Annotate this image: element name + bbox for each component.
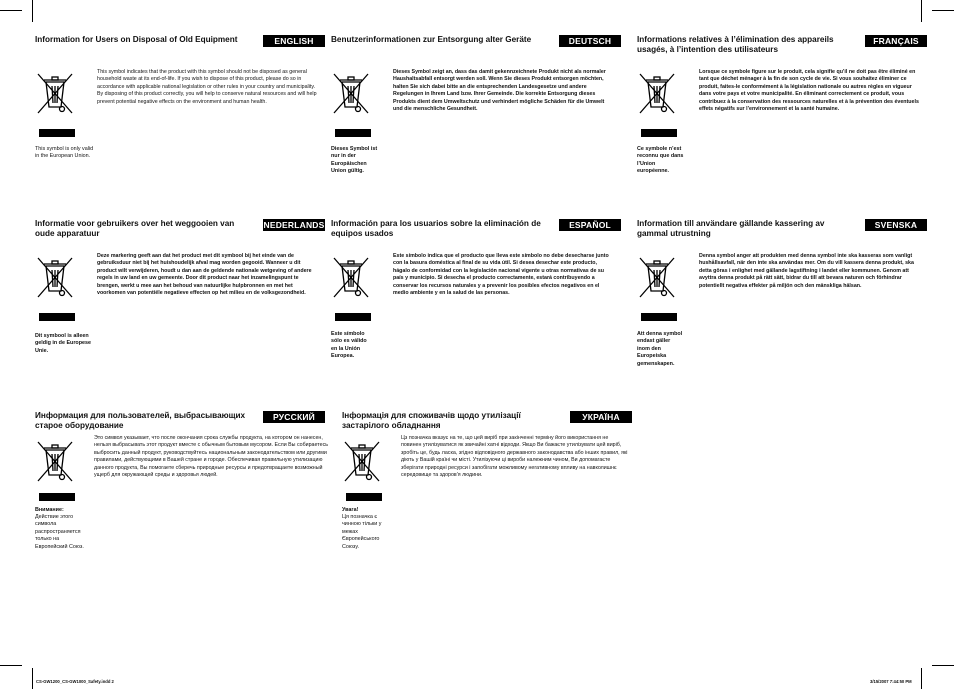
- crossed-bin-icon: [35, 437, 75, 485]
- crop-mark: [32, 0, 33, 22]
- validity-note: Este símbolo sólo es válido en la Unión Europea.: [331, 331, 367, 360]
- symbol-bar: [39, 493, 75, 501]
- footer-timestamp: 3/15/2007 7:44:50 PM: [870, 679, 912, 684]
- language-badge: SVENSKA: [865, 219, 927, 231]
- crossed-bin-icon: [331, 69, 371, 117]
- validity-note: Att denna symbol endast gäller inom den Europeiska gemenskapen.: [637, 331, 683, 367]
- section-body: Denna symbol anger att produkten med denna symbol inte ska kasseras som vanligt hushållsavfall, när den inte ska användas mer. Om du vill kassera denna produkt, ska detta göras i enlighet med gällande lagstiftning i landet eller kommunen. Genom att avyttra denna produkt på rätt sätt, bidrar du till att bevara naturen och förhindrar potentiellt negativa effekter på miljön och den mänskliga hälsan.: [699, 253, 914, 289]
- section-title: Information till användare gällande kassering av gammal utrustning: [637, 219, 825, 238]
- section-body: Deze markering geeft aan dat het product met dit symbool bij het einde van de gebruiksduur niet bij het huishoudelijk afval mag worden gegooid. Wanneer u dit product wilt verwijderen, houdt u dan aan de geldende nationale wetgeving of andere regels in uw land en uw gemeente. Door dit product naar het inzamelingspunt te brengen, werkt u mee aan het behoud van natuurlijke hulpbronnen en met het voorkomen van potentiële negatieve effecten op het milieu en de volksgezondheid.: [97, 253, 312, 297]
- section-body: Este símbolo indica que el producto que lleva este símbolo no debe desecharse junto con la basura doméstica al final de su vida útil. Si desea desechar este producto, hágalo de conformidad con la legislación nacional vigente u otras normativas de su país y municipio. Si desecha el producto correctamente, estará contribuyendo a conservar los recursos naturales y a prevenir los posibles efectos negativos en el medio ambiente y en la salud de las personas.: [393, 253, 609, 297]
- section-title: Інформація для споживачів щодо утилізації застарілого обладнання: [342, 411, 521, 430]
- section-title: Information for Users on Disposal of Old Equipment: [35, 35, 238, 44]
- crop-mark: [0, 10, 22, 11]
- section-body: Dieses Symbol zeigt an, dass das damit gekennzeichnete Produkt nicht als normaler Haushaltsabfall entsorgt werden soll. Wenn Sie dieses Produkt entsorgen möchten, halten Sie sich dabei bitte an die entsprechenden Landesgesetze und andere Regelungen in Ihrem Land bzw. Ihrer Gemeinde. Die korrekte Entsorgung dieses Produkts dient dem Umweltschutz und verhindert mögliche Schäden für die Umwelt und die menschliche Gesundheit.: [393, 69, 606, 113]
- validity-note: Dieses Symbol ist nur in der Europäischen Union gültig.: [331, 146, 378, 175]
- crop-mark: [921, 668, 922, 689]
- symbol-bar: [346, 493, 382, 501]
- symbol-bar: [641, 129, 677, 137]
- section-title: Informatie voor gebruikers over het weggooien van oude apparatuur: [35, 219, 235, 238]
- section-body: Цз позначка вказує на те, що цей виріб при закінченні терміну його використання не повинен утилізуватися як звичайні хатні відходи. Якщо Ви бажаєте утилізувати цей виріб, зробіть це, будь ласка, згідно відповідного державного законодавства або інших правил, які діють у Вашій країні чи місті. Утилізуючи ці вироби належним чином, Ви допомагаєте зберігати природні ресурси і запобігати можливому негативному впливу на навколишнє середовище та здоров'я людини.: [401, 435, 628, 479]
- section-body: Это символ указывает, что после окончания срока службы продукта, на котором он нанесен, нельзя выбрасывать этот продукт вместе с обычным бытовым мусором. Если Вы собираетесь выбросить данный продукт, руководствуйтесь национальным законодательством или другими правилами, действующими в Вашей стране и городе. Обеспечивая правильную утилизацию данного продукта, Вы помогаете сберечь природные ресурсы и предотвращаете возможный ущерб для окружающей среды и здоровья людей.: [94, 435, 328, 479]
- language-badge: ENGLISH: [263, 35, 325, 47]
- crop-mark: [921, 0, 922, 22]
- crossed-bin-icon: [35, 69, 75, 117]
- footer-file-info: CS-GW1200_CS-GW1000_Safety.indd 2: [36, 679, 114, 684]
- crop-mark: [0, 665, 22, 666]
- validity-note: Действие этого символа распространяется только на Европейский Союз.: [35, 514, 84, 550]
- symbol-bar: [335, 129, 371, 137]
- section-title: Benutzerinformationen zur Entsorgung alter Geräte: [331, 35, 532, 44]
- symbol-bar: [335, 313, 371, 321]
- validity-note: Ця позначка є чинною тільки у межах Європейського Союзу.: [342, 514, 382, 550]
- validity-note-heading: Увага!: [342, 507, 359, 513]
- validity-note: Ce symbole n’est reconnu que dans l’Union européenne.: [637, 146, 684, 175]
- crossed-bin-icon: [331, 253, 371, 301]
- language-badge: РУССКИЙ: [263, 411, 325, 423]
- language-badge: FRANÇAIS: [865, 35, 927, 47]
- crossed-bin-icon: [35, 253, 75, 301]
- language-badge: ESPAÑOL: [559, 219, 621, 231]
- symbol-bar: [641, 313, 677, 321]
- section-title: Информация для пользователей, выбрасывающих старое оборудование: [35, 411, 246, 430]
- section-title: Informations relatives à l’élimination des appareils usagés, à l’intention des utilisateurs: [637, 35, 834, 54]
- crossed-bin-icon: [342, 437, 382, 485]
- language-badge: NEDERLANDS: [263, 220, 325, 230]
- validity-note-heading: Внимание:: [35, 507, 64, 513]
- language-badge: УКРАЇНА: [570, 411, 632, 423]
- crop-mark: [932, 10, 954, 11]
- language-badge: DEUTSCH: [559, 35, 621, 47]
- crop-mark: [932, 665, 954, 666]
- section-title: Información para los usuarios sobre la eliminación de equipos usados: [331, 219, 541, 238]
- symbol-bar: [39, 313, 75, 321]
- validity-note: Dit symbool is alleen geldig in de Europese Unie.: [35, 333, 92, 354]
- section-body: Lorsque ce symbole figure sur le produit, cela signifie qu’il ne doit pas être éliminé en tant que déchet ménager à la fin de son cycle de vie. Si vous souhaitez éliminer ce produit, faites-le conformément à la législation nationale ou autres règles en vigueur dans votre pays et votre municipalité. En éliminant correctement ce produit, vous contribuez à la conservation des ressources naturelles et à la prévention des éventuels effets négatifs sur l’environnement et la santé humaine.: [699, 69, 919, 113]
- crossed-bin-icon: [637, 253, 677, 301]
- validity-note: This symbol is only valid in the European Union.: [35, 146, 94, 160]
- crop-mark: [32, 668, 33, 689]
- section-body: This symbol indicates that the product with this symbol should not be disposed as general household waste at its end-of-life. If you wish to dispose of this product, please do so in accordance with applicable national legislation or other rules in your country and municipality. By disposing of this product correctly, you will help to conserve natural resources and will help prevent potential negative effects on the environment and human health.: [97, 69, 317, 105]
- crossed-bin-icon: [637, 69, 677, 117]
- symbol-bar: [39, 129, 75, 137]
